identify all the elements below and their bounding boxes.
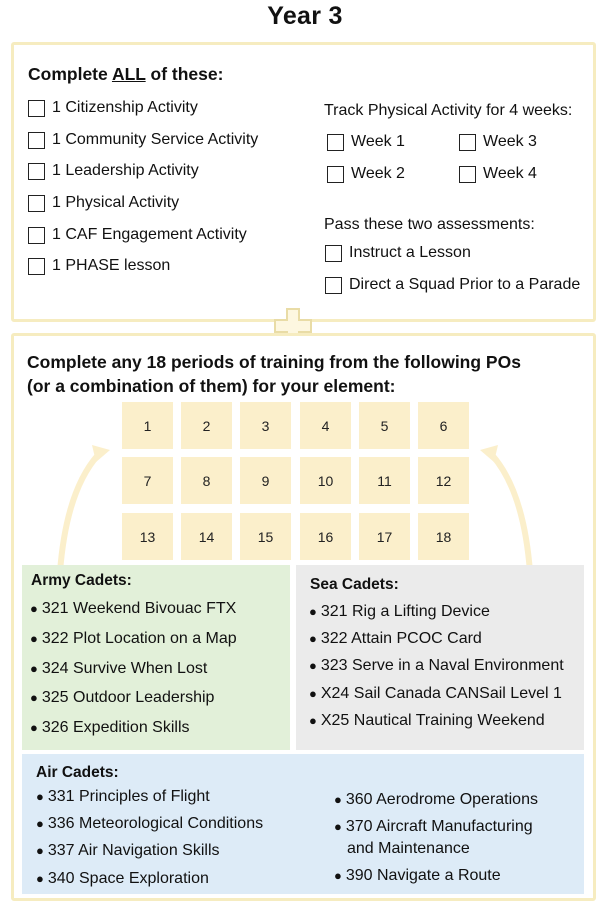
period-cell[interactable]: 6 <box>418 402 469 449</box>
period-cell[interactable]: 16 <box>300 513 351 560</box>
assessments-label: Pass these two assessments: <box>324 216 535 233</box>
period-cell[interactable]: 4 <box>300 402 351 449</box>
air-item: ● 337 Air Navigation Skills <box>36 842 220 859</box>
training-heading-line2: (or a combination of them) for your element: <box>27 376 396 396</box>
period-cell[interactable]: 14 <box>181 513 232 560</box>
training-heading-line1: Complete any 18 periods of training from the following POs <box>27 352 521 372</box>
assessment-item[interactable]: Direct a Squad Prior to a Parade <box>325 276 580 294</box>
period-cell[interactable]: 5 <box>359 402 410 449</box>
complete-all-heading: Complete ALL of these: <box>28 64 224 84</box>
period-cell[interactable]: 3 <box>240 402 291 449</box>
period-cell[interactable]: 11 <box>359 457 410 504</box>
period-cell[interactable]: 12 <box>418 457 469 504</box>
week-checkbox-item[interactable]: Week 2 <box>327 165 405 183</box>
period-cell[interactable]: 1 <box>122 402 173 449</box>
checklist-item[interactable]: 1 PHASE lesson <box>28 257 170 275</box>
period-cell[interactable]: 13 <box>122 513 173 560</box>
period-cell[interactable]: 7 <box>122 457 173 504</box>
period-cell[interactable]: 8 <box>181 457 232 504</box>
army-item: ● 321 Weekend Bivouac FTX <box>30 600 237 617</box>
checklist-item[interactable]: 1 Citizenship Activity <box>28 99 198 117</box>
period-cell[interactable]: 18 <box>418 513 469 560</box>
checklist-item[interactable]: 1 Leadership Activity <box>28 162 199 180</box>
checklist-item[interactable]: 1 Community Service Activity <box>28 131 258 149</box>
period-cell[interactable]: 15 <box>240 513 291 560</box>
sea-item: ● X24 Sail Canada CANSail Level 1 <box>309 685 562 702</box>
army-cadets-title: Army Cadets: <box>31 572 132 589</box>
air-item: ● 340 Space Exploration <box>36 870 209 887</box>
sea-item: ● 323 Serve in a Naval Environment <box>309 657 564 674</box>
page-title: Year 3 <box>267 2 343 30</box>
air-item: ● 360 Aerodrome Operations <box>334 791 538 808</box>
army-item: ● 325 Outdoor Leadership <box>30 689 215 706</box>
checklist-item[interactable]: 1 CAF Engagement Activity <box>28 226 247 244</box>
air-item: ● 370 Aircraft Manufacturing <box>334 818 533 835</box>
sea-cadets-title: Sea Cadets: <box>310 576 399 593</box>
air-item-continuation: and Maintenance <box>347 840 470 857</box>
assessment-item[interactable]: Instruct a Lesson <box>325 244 471 262</box>
week-checkbox-item[interactable]: Week 1 <box>327 133 405 151</box>
sea-item: ● 322 Attain PCOC Card <box>309 630 482 647</box>
period-cell[interactable]: 17 <box>359 513 410 560</box>
period-cell[interactable]: 2 <box>181 402 232 449</box>
army-item: ● 322 Plot Location on a Map <box>30 630 237 647</box>
air-item: ● 336 Meteorological Conditions <box>36 815 264 832</box>
sea-item: ● X25 Nautical Training Weekend <box>309 712 545 729</box>
track-activity-label: Track Physical Activity for 4 weeks: <box>324 102 573 119</box>
air-item: ● 390 Navigate a Route <box>334 867 501 884</box>
army-item: ● 324 Survive When Lost <box>30 660 208 677</box>
week-checkbox-item[interactable]: Week 3 <box>459 133 537 151</box>
left-arrow-icon <box>60 455 98 572</box>
sea-item: ● 321 Rig a Lifting Device <box>309 603 490 620</box>
right-arrow-icon <box>492 455 530 572</box>
period-cell[interactable]: 9 <box>240 457 291 504</box>
army-item: ● 326 Expedition Skills <box>30 719 190 736</box>
week-checkbox-item[interactable]: Week 4 <box>459 165 537 183</box>
checklist-item[interactable]: 1 Physical Activity <box>28 194 179 212</box>
air-cadets-title: Air Cadets: <box>36 764 119 781</box>
air-item: ● 331 Principles of Flight <box>36 788 210 805</box>
period-cell[interactable]: 10 <box>300 457 351 504</box>
